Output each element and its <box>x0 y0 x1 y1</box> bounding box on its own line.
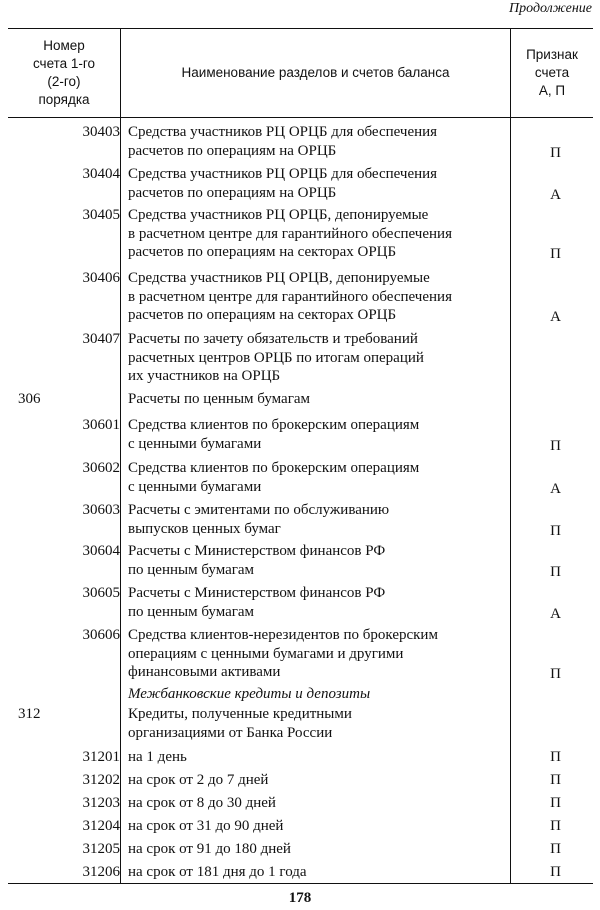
account-name <box>128 771 508 790</box>
account-number: 31201 <box>82 749 120 765</box>
account-name-line: на срок от 2 до 7 дней <box>128 772 269 788</box>
account-number: 30603 <box>82 502 120 518</box>
account-name <box>128 459 508 496</box>
account-name-line: финансовыми активами <box>128 664 281 680</box>
column-divider <box>510 29 511 883</box>
column-divider <box>120 29 121 883</box>
account-sign: П <box>550 818 561 834</box>
account-name-line: с ценными бумагами <box>128 435 262 452</box>
account-name <box>128 165 508 202</box>
account-name-line: Межбанковские кредиты и депозиты <box>128 686 371 702</box>
account-number: 30404 <box>82 166 120 182</box>
account-name <box>128 416 508 453</box>
account-name-line: в расчетном центре для гарантийного обеспечения <box>128 225 452 242</box>
account-name-line: Кредиты, полученные кредитными <box>128 706 352 722</box>
account-name-line: в расчетном центре для гарантийного обеспечения <box>128 288 452 305</box>
account-name-line: с ценными бумагами <box>128 478 262 495</box>
account-name <box>128 794 508 813</box>
account-sign: А <box>550 309 561 325</box>
account-name <box>128 863 508 882</box>
account-number: 306 <box>18 391 41 407</box>
account-name-line: на срок от 181 дня до 1 года <box>128 864 307 880</box>
account-number: 31206 <box>82 864 120 880</box>
account-name-line: на срок от 91 до 180 дней <box>128 841 291 857</box>
account-sign: П <box>550 246 561 262</box>
account-number: 30601 <box>82 417 120 433</box>
header-col3-line: счета <box>534 65 570 80</box>
account-name <box>128 817 508 836</box>
account-name-line: Расчеты с Министерством финансов РФ <box>128 585 386 601</box>
page-number: 178 <box>288 890 312 906</box>
account-name <box>128 330 508 386</box>
account-name-line: на 1 день <box>128 749 187 765</box>
account-name <box>128 542 508 579</box>
header-col1-line: счета 1-го <box>32 56 96 71</box>
account-name-line: Средства клиентов по брокерским операциям <box>128 460 420 476</box>
account-name-line: организациями от Банка России <box>128 724 333 741</box>
account-name-line: по ценным бумагам <box>128 561 255 578</box>
account-name-line: Расчеты с Министерством финансов РФ <box>128 543 386 559</box>
account-sign: П <box>550 841 561 857</box>
account-name-line: операциям с ценными бумагами и другими <box>128 645 404 662</box>
account-name <box>128 685 508 704</box>
account-name <box>128 269 508 325</box>
account-name-line: Средства клиентов-нерезидентов по брокерским <box>128 627 438 643</box>
account-name <box>128 390 508 409</box>
account-sign: П <box>550 144 561 161</box>
account-name-line: Расчеты по зачету обязательств и требований <box>128 331 418 347</box>
account-name-line: расчетных центров ОРЦБ по итогам операций <box>128 349 424 366</box>
account-number: 30406 <box>82 270 120 286</box>
account-name-line: на срок от 31 до 90 дней <box>128 818 284 834</box>
account-sign: П <box>550 795 561 811</box>
header-account-number <box>8 29 120 117</box>
continuation-label: Продолжение <box>509 1 592 16</box>
account-sign: А <box>550 605 561 622</box>
account-name-line: Средства клиентов по брокерским операциям <box>128 417 420 433</box>
balance-accounts-table <box>8 28 593 884</box>
account-name-line: по ценным бумагам <box>128 603 255 620</box>
account-number: 30405 <box>82 207 120 223</box>
account-name-line: расчетов по операциям на ОРЦБ <box>128 184 337 201</box>
account-name-line: расчетов по операциям на секторах ОРЦБ <box>128 244 397 260</box>
account-sign: П <box>550 864 561 880</box>
account-name-line: их участников на ОРЦБ <box>128 368 281 384</box>
account-name-line: Расчеты по ценным бумагам <box>128 391 310 407</box>
account-sign: П <box>550 666 561 682</box>
header-col3-line: А, П <box>538 83 566 98</box>
account-name <box>128 626 508 682</box>
account-sign: А <box>550 186 561 203</box>
account-number: 30605 <box>82 585 120 601</box>
account-name-line: на срок от 8 до 30 дней <box>128 795 276 811</box>
account-name-line: выпусков ценных бумаг <box>128 520 281 537</box>
account-number: 30606 <box>82 627 120 643</box>
account-name-line: Средства участников РЦ ОРЦВ, депонируемые <box>128 270 430 286</box>
header-col1-line: Номер <box>43 38 85 53</box>
account-number: 31204 <box>82 818 120 834</box>
account-name-line: расчетов по операциям на секторах ОРЦБ <box>128 307 397 323</box>
account-name <box>128 840 508 859</box>
account-name-line: Расчеты с эмитентами по обслуживанию <box>128 502 390 518</box>
account-number: 30602 <box>82 460 120 476</box>
account-number: 31203 <box>82 795 120 811</box>
account-name-line: Средства участников РЦ ОРЦБ для обеспечения <box>128 124 438 140</box>
account-sign: П <box>550 772 561 788</box>
account-name <box>128 501 508 538</box>
account-name <box>128 748 508 767</box>
account-name-line: Средства участников РЦ ОРЦБ, депонируемые <box>128 207 429 223</box>
header-col1-line: (2-го) <box>47 74 81 89</box>
account-sign: П <box>550 563 561 580</box>
account-number: 31202 <box>82 772 120 788</box>
header-account-sign <box>511 29 593 117</box>
account-number: 31205 <box>82 841 120 857</box>
account-sign: П <box>550 522 561 539</box>
account-number: 30604 <box>82 543 120 559</box>
account-name <box>128 584 508 621</box>
account-name <box>128 705 508 742</box>
account-sign: А <box>550 480 561 497</box>
account-number: 312 <box>18 706 41 722</box>
account-number: 30407 <box>82 331 120 347</box>
account-name <box>128 206 508 262</box>
header-col1-line: порядка <box>38 92 90 107</box>
account-sign: П <box>550 437 561 454</box>
account-name-line: расчетов по операциям на ОРЦБ <box>128 142 337 159</box>
account-name-line: Средства участников РЦ ОРЦБ для обеспечения <box>128 166 438 182</box>
header-account-name <box>121 29 510 117</box>
header-col3-line: Признак <box>526 47 578 62</box>
account-sign: П <box>550 749 561 765</box>
account-name <box>128 123 508 160</box>
header-divider <box>8 117 593 118</box>
header-col2-text: Наименование разделов и счетов баланса <box>181 65 450 80</box>
account-number: 30403 <box>82 124 120 140</box>
